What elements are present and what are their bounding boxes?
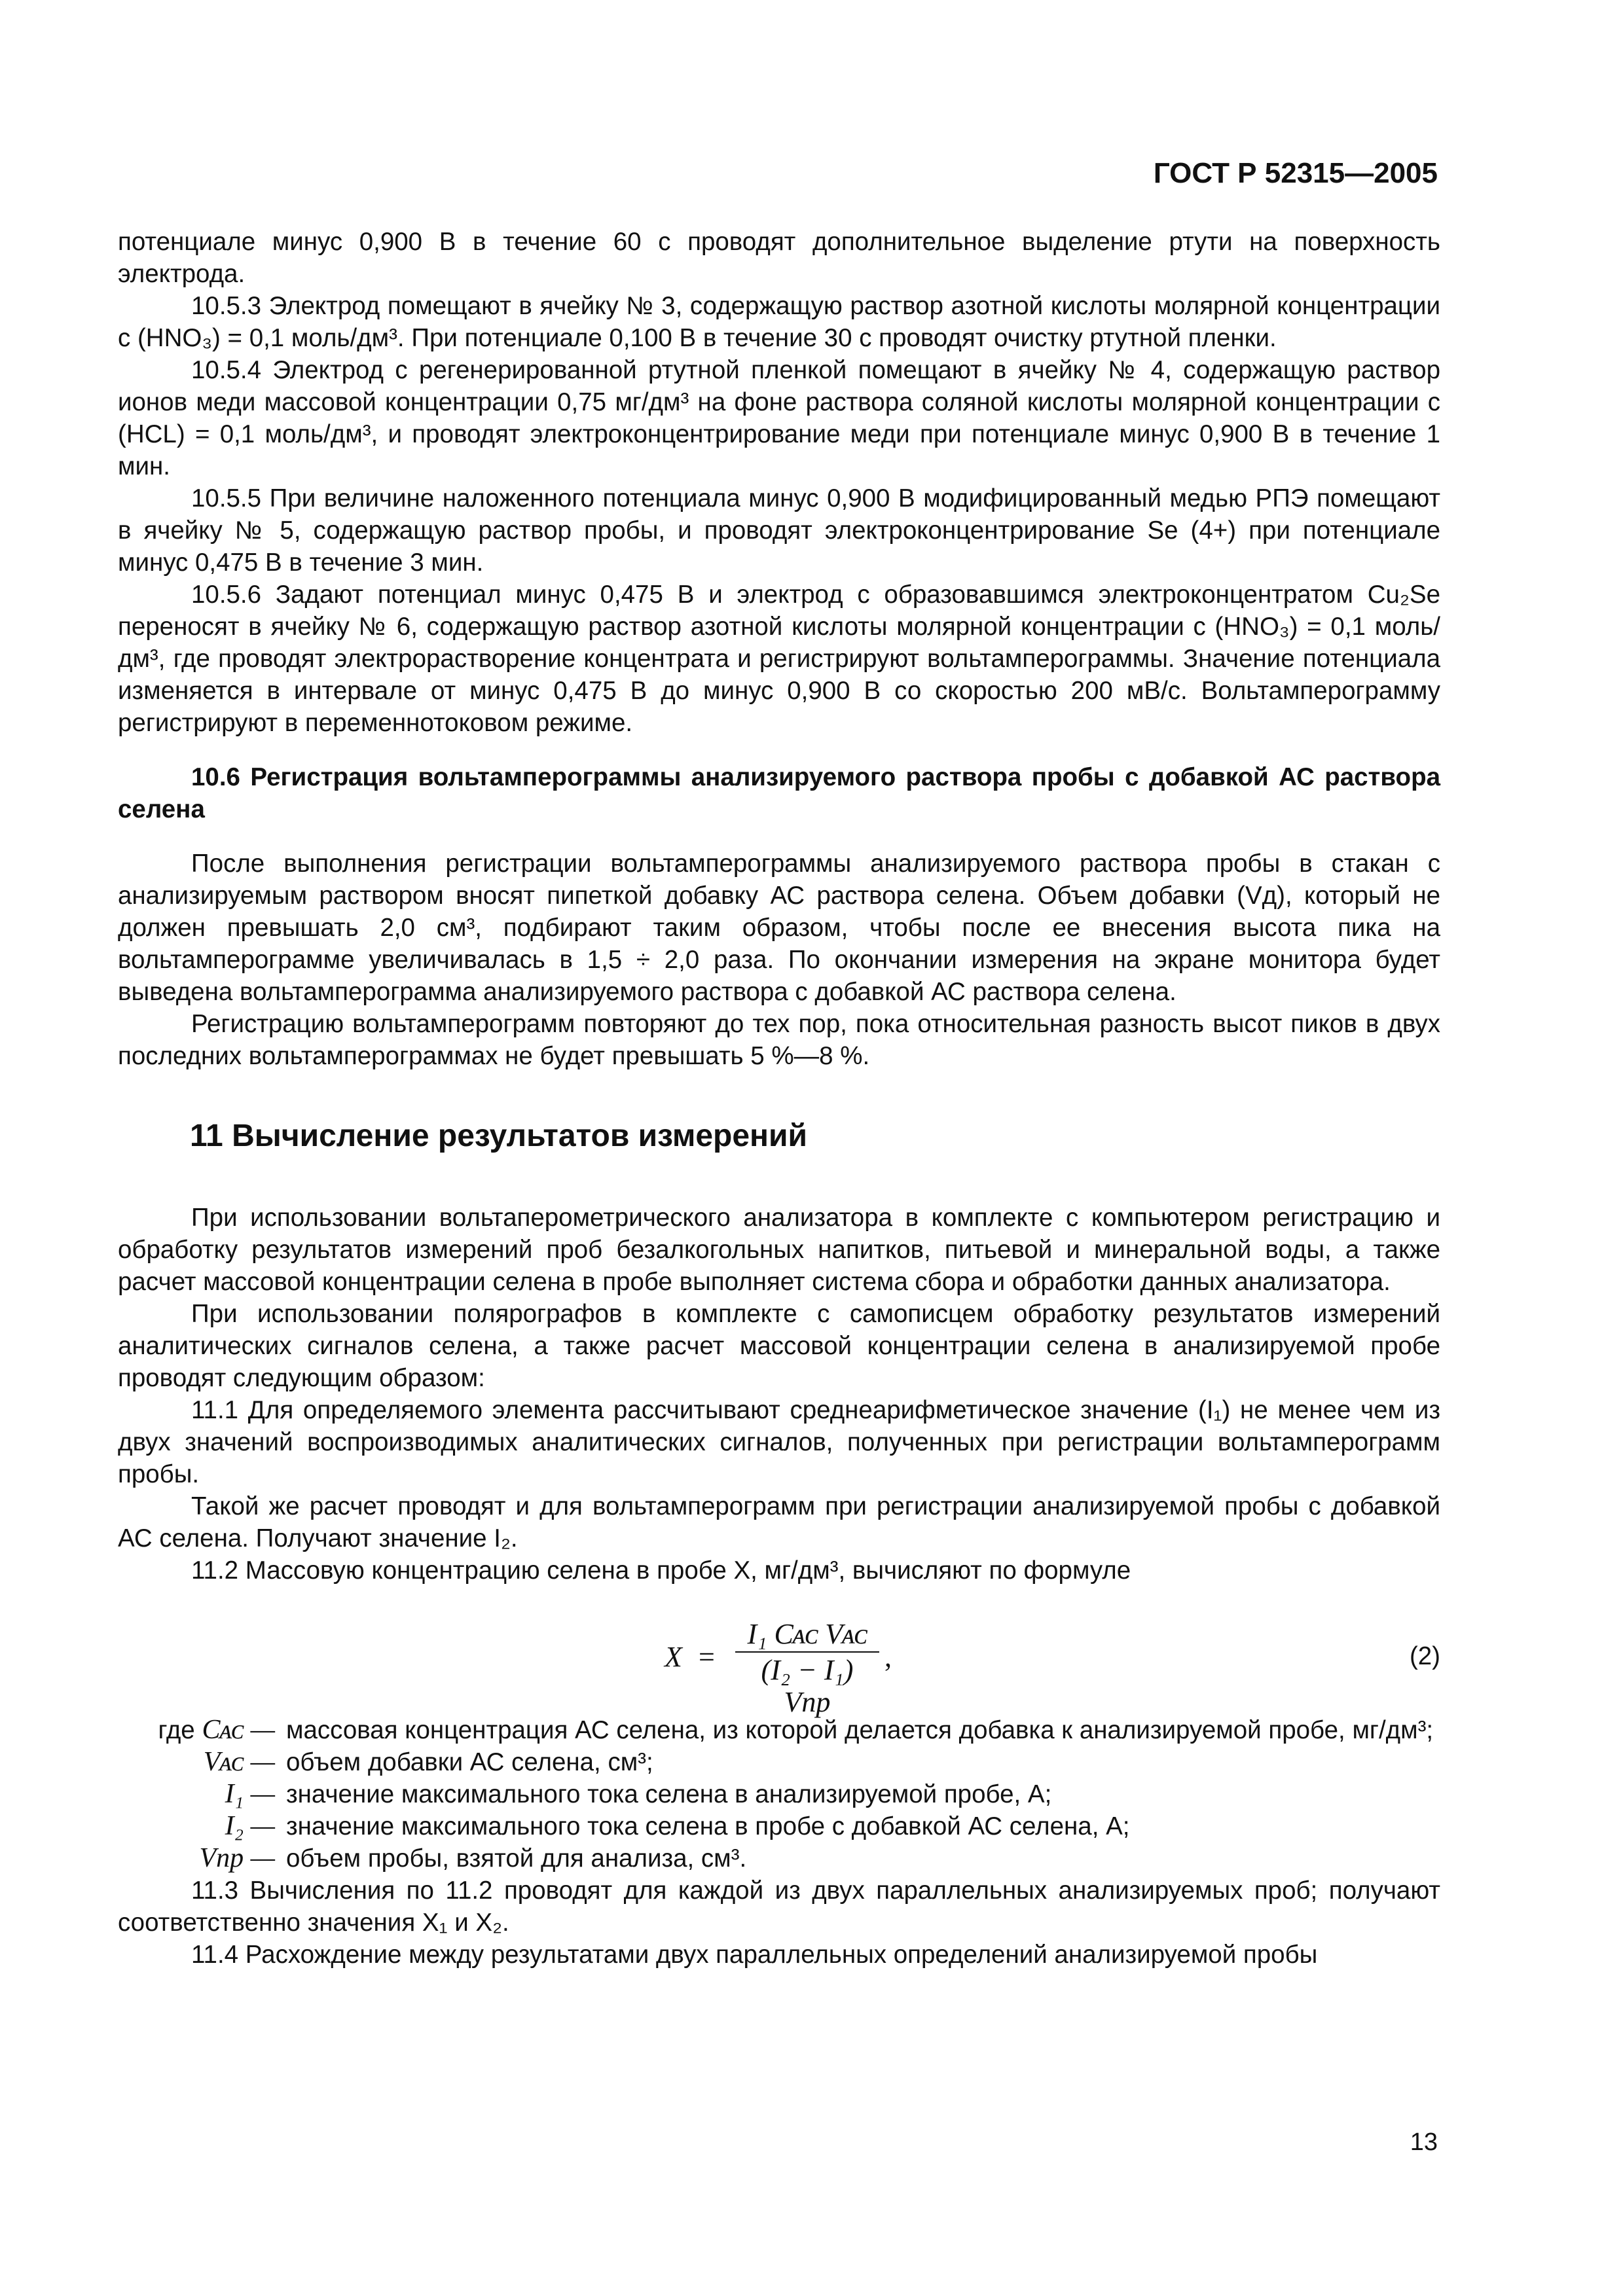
definition-symbol: Vᴀᴄ — [203, 1747, 275, 1777]
section-11-heading: 11 Вычисление результатов измерений [190, 1119, 808, 1153]
formula-denominator: (I₂ − I₁) Vпр [761, 1654, 854, 1718]
paragraph-10-5-6: 10.5.6 Задают потенциал минус 0,475 В и электрод с образовавшимся электроконцентратом Cu₂Se переносят в ячейку № 6, содержащую раствор азотной кислоты молярной концентрации c (HNO₃) = 0,1 моль/дм³, где проводят электрорастворение концентрата и регистрируют вольтамперограммы. Значение потенциала изменяется в интервале от минус 0,475 В до минус 0,900 В со скоростью 200 мВ/с. Вольтамперограмму регистрируют в переменнотоковом режиме. [118, 581, 1440, 737]
formula-2 [118, 1606, 1440, 1718]
paragraph-11-polarograph: При использовании полярографов в комплекте с самописцем обработку результатов измерений аналитических сигналов селена, а также расчет массовой концентрации селена в анализируемой пробе проводят следующим образом: [118, 1300, 1440, 1392]
paragraph-10-5-4: 10.5.4 Электрод с регенерированной ртутной пленкой помещают в ячейку № 4, содержащую раствор ионов меди массовой концентрации 0,75 мг/дм³ на фоне раствора соляной кислоты молярной концентрации c (HCL) = 0,1 моль/дм³, и проводят электроконцентрирование меди при потенциале минус 0,900 В в течение 1 мин. [118, 356, 1440, 480]
definition-symbol: I₁ — [225, 1779, 275, 1809]
formula-comma: , [884, 1641, 892, 1673]
definition-item [118, 1746, 1440, 1778]
definition-text: значение максимального тока селена в анализируемой пробе, А; [286, 1780, 1052, 1808]
definition-item [118, 1842, 1440, 1874]
definition-text: объем пробы, взятой для анализа, см³. [286, 1844, 747, 1873]
definition-symbol: где Cᴀᴄ — [158, 1715, 275, 1745]
paragraph-11-intro: При использовании вольтаперометрического анализатора в комплекте с компьютером регистрацию и обработку результатов измерений проб безалкогольных напитков, питьевой и минеральной воды, а также расчет массовой концентрации селена в пробе выполняет система сбора и обработки данных анализатора. [118, 1204, 1440, 1296]
paragraph-11-1-cont: Такой же расчет проводят и для вольтамперограмм при регистрации анализируемой пробы с добавкой АС селена. Получают значение I₂. [118, 1492, 1440, 1552]
formula-equals: = [699, 1641, 715, 1673]
definition-symbol: I₂ — [225, 1811, 275, 1841]
paragraph-10-5-3: 10.5.3 Электрод помещают в ячейку № 3, содержащую раствор азотной кислоты молярной концентрации c (HNO₃) = 0,1 моль/дм³. При потенциале 0,100 В в течение 30 с проводят очистку ртутной пленки. [118, 292, 1440, 352]
formula-fraction [735, 1618, 879, 1718]
paragraph-10-6-body: После выполнения регистрации вольтамперограммы анализируемого раствора пробы в стакан с анализируемым раствором вносят пипеткой добавку АС раствора селена. Объем добавки (Vд), который не должен превышать 2,0 см³, подбирают таким образом, чтобы после ее внесения высота пика на вольтамперограмме увеличивалась в 1,5 ÷ 2,0 раза. По окончании измерения на экране монитора будет выведена вольтамперограмма анализируемого раствора с добавкой АС раствора селена. [118, 850, 1440, 1006]
paragraph-10-5-5: 10.5.5 При величине наложенного потенциала минус 0,900 В модифицированный медью РПЭ помещают в ячейку № 5, содержащую раствор пробы, и проводят электроконцентрирование Se (4+) при потенциале минус 0,475 В в течение 3 мин. [118, 484, 1440, 577]
definition-symbol: Vпр — [199, 1843, 275, 1873]
document-header: ГОСТ Р 52315—2005 [1153, 157, 1438, 189]
formula-lhs: X [665, 1641, 682, 1673]
paragraph-11-2: 11.2 Массовую концентрацию селена в пробе X, мг/дм³, вычисляют по формуле [191, 1556, 1131, 1585]
paragraph-continuation: потенциале минус 0,900 В в течение 60 с проводят дополнительное выделение ртути на поверхность электрода. [118, 228, 1440, 288]
section-10-6-heading: 10.6 Регистрация вольтамперограммы анализируемого раствора пробы с добавкой АС раствора селена [118, 763, 1440, 823]
paragraph-10-6-repeat: Регистрацию вольтамперограмм повторяют до тех пор, пока относительная разность высот пиков в двух последних вольтамперограммах не будет превышать 5 %—8 %. [118, 1010, 1440, 1070]
definition-item [118, 1714, 1440, 1746]
page-number: 13 [1410, 2128, 1438, 2156]
definition-text: объем добавки АС селена, см³; [286, 1748, 653, 1776]
formula-number: (2) [1409, 1642, 1440, 1670]
definition-text: массовая концентрация АС селена, из которой делается добавка к анализируемой пробе, мг/дм³; [286, 1716, 1434, 1744]
definition-item [118, 1810, 1440, 1842]
paragraph-11-3: 11.3 Вычисления по 11.2 проводят для каждой из двух параллельных анализируемых проб; получают соответственно значения X₁ и X₂. [118, 1876, 1440, 1937]
page-body [118, 226, 1440, 1971]
paragraph-11-1: 11.1 Для определяемого элемента рассчитывают среднеарифметическое значение (I₁) не менее чем из двух значений воспроизводимых аналитических сигналов, полученных при регистрации вольтамперограмм пробы. [118, 1396, 1440, 1488]
definitions-where: где [158, 1716, 195, 1744]
definition-item [118, 1778, 1440, 1810]
definition-text: значение максимального тока селена в пробе с добавкой АС селена, А; [286, 1812, 1130, 1840]
definitions-list [118, 1714, 1440, 1874]
paragraph-11-4: 11.4 Расхождение между результатами двух параллельных определений анализируемой пробы [191, 1941, 1318, 1969]
formula-numerator: I₁ Cᴀᴄ Vᴀᴄ [735, 1618, 879, 1653]
